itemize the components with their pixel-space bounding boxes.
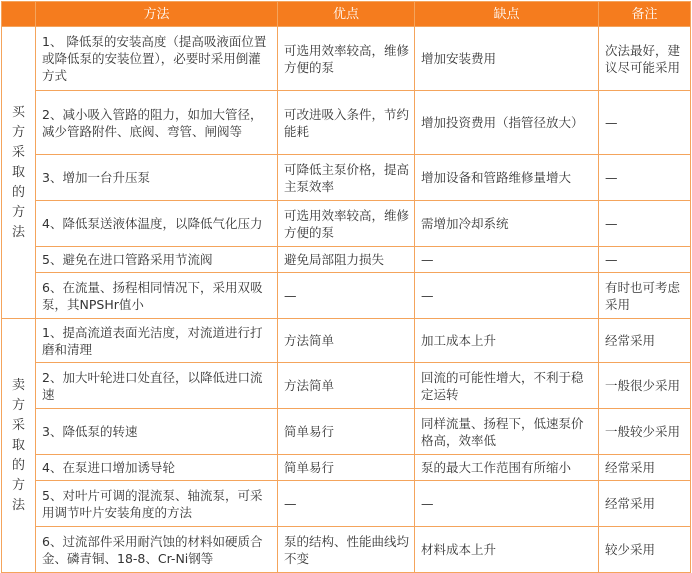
advantage-cell: 可选用效率较高，维修方便的泵 [278, 201, 415, 247]
note-cell: — [599, 91, 691, 155]
note-cell: — [599, 201, 691, 247]
table-row [2, 91, 691, 155]
method-cell: 2、减小吸入管路的阻力，如加大管径，减少管路附件、底阀、弯管、闸阀等 [36, 91, 278, 155]
advantage-cell: 方法简单 [278, 319, 415, 363]
method-cell: 4、降低泵送液体温度，以降低气化压力 [36, 201, 278, 247]
table-row [2, 273, 691, 319]
table-row [2, 27, 691, 91]
disadvantage-cell: 需增加冷却系统 [415, 201, 599, 247]
method-cell: 6、过流部件采用耐汽蚀的材料如硬质合金、磷青铜、18-8、Cr-Ni钢等 [36, 527, 278, 573]
disadvantage-cell: 增加设备和管路维修量增大 [415, 155, 599, 201]
advantage-cell: — [278, 273, 415, 319]
disadvantage-cell: — [415, 273, 599, 319]
note-cell: 经常采用 [599, 319, 691, 363]
table-row [2, 481, 691, 527]
method-cell: 5、避免在进口管路采用节流阀 [36, 247, 278, 273]
method-cell: 5、对叶片可调的混流泵、轴流泵，可采用调节叶片安装角度的方法 [36, 481, 278, 527]
table-row [2, 201, 691, 247]
disadvantage-cell: 泵的最大工作范围有所缩小 [415, 455, 599, 481]
table-row [2, 319, 691, 363]
note-cell: 次法最好，建议尽可能采用 [599, 27, 691, 91]
note-cell: 一般较少采用 [599, 409, 691, 455]
method-cell: 3、增加一台升压泵 [36, 155, 278, 201]
advantage-cell: — [278, 481, 415, 527]
table-row [2, 409, 691, 455]
header-note: 备注 [599, 2, 691, 27]
header-advantage: 优点 [278, 2, 415, 27]
method-cell: 3、降低泵的转速 [36, 409, 278, 455]
header-method: 方法 [36, 2, 278, 27]
table-row [2, 247, 691, 273]
method-cell: 1、 降低泵的安装高度（提高吸液面位置或降低泵的安装位置），必要时采用倒灌方式 [36, 27, 278, 91]
header-disadvantage: 缺点 [415, 2, 599, 27]
table-row [2, 527, 691, 573]
table-row [2, 363, 691, 409]
disadvantage-cell: 增加投资费用（指管径放大） [415, 91, 599, 155]
method-cell: 2、加大叶轮进口处直径，以降低进口流速 [36, 363, 278, 409]
note-cell: 较少采用 [599, 527, 691, 573]
disadvantage-cell: 加工成本上升 [415, 319, 599, 363]
note-cell: 有时也可考虑采用 [599, 273, 691, 319]
method-cell: 4、在泵进口增加诱导轮 [36, 455, 278, 481]
disadvantage-cell: — [415, 247, 599, 273]
note-cell: 经常采用 [599, 481, 691, 527]
disadvantage-cell: 增加安装费用 [415, 27, 599, 91]
table-row [2, 455, 691, 481]
header-group-cell [2, 2, 36, 27]
advantage-cell: 泵的结构、性能曲线均不变 [278, 527, 415, 573]
group-label-seller: 卖方采取的方法 [2, 319, 36, 573]
method-cell: 6、在流量、扬程相同情况下，采用双吸泵，其NPSHr值小 [36, 273, 278, 319]
advantage-cell: 方法简单 [278, 363, 415, 409]
note-cell: — [599, 247, 691, 273]
advantage-cell: 避免局部阻力损失 [278, 247, 415, 273]
advantage-cell: 简单易行 [278, 409, 415, 455]
method-cell: 1、提高流道表面光洁度，对流道进行打磨和清理 [36, 319, 278, 363]
disadvantage-cell: 回流的可能性增大，不利于稳定运转 [415, 363, 599, 409]
cavitation-methods-table [1, 1, 691, 573]
advantage-cell: 可改进吸入条件，节约能耗 [278, 91, 415, 155]
note-cell: — [599, 155, 691, 201]
advantage-cell: 可选用效率较高，维修方便的泵 [278, 27, 415, 91]
disadvantage-cell: 材料成本上升 [415, 527, 599, 573]
table-row [2, 155, 691, 201]
note-cell: 经常采用 [599, 455, 691, 481]
advantage-cell: 简单易行 [278, 455, 415, 481]
group-label-buyer: 买方采取的方法 [2, 27, 36, 319]
advantage-cell: 可降低主泵价格，提高主泵效率 [278, 155, 415, 201]
disadvantage-cell: — [415, 481, 599, 527]
note-cell: 一般很少采用 [599, 363, 691, 409]
disadvantage-cell: 同样流量、扬程下，低速泵价格高，效率低 [415, 409, 599, 455]
table-header-row [2, 2, 691, 27]
